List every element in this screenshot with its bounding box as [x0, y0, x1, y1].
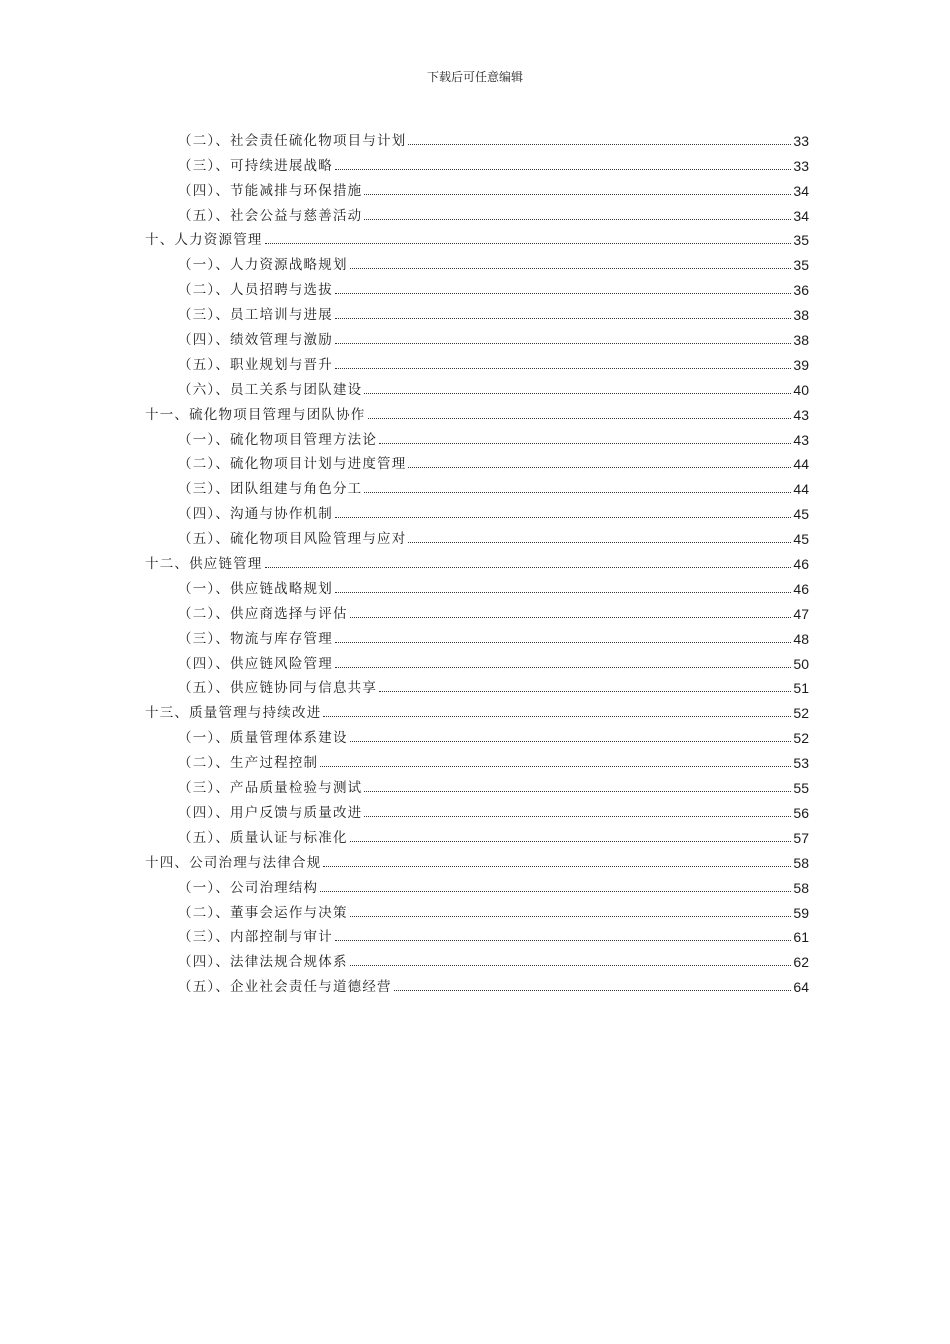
toc-entry-title: （五）、社会公益与慈善活动 — [178, 207, 363, 224]
toc-entry[interactable] — [145, 896, 809, 921]
toc-dot-leader — [364, 816, 791, 817]
toc-entry[interactable] — [145, 721, 809, 746]
toc-entry-title: （二）、董事会运作与决策 — [178, 904, 348, 921]
toc-entry-title: 十一、硫化物项目管理与团队协作 — [145, 406, 366, 423]
toc-entry-page: 38 — [793, 307, 809, 324]
toc-entry-title: （六）、员工关系与团队建设 — [178, 381, 363, 398]
toc-dot-leader — [335, 293, 791, 294]
toc-entry-page: 64 — [793, 979, 809, 996]
toc-entry-page: 58 — [793, 879, 809, 896]
toc-entry[interactable] — [145, 921, 809, 946]
toc-entry-page: 38 — [793, 332, 809, 349]
toc-dot-leader — [350, 841, 792, 842]
toc-entry-page: 44 — [793, 456, 809, 473]
toc-dot-leader — [335, 667, 791, 668]
toc-entry-page: 52 — [793, 705, 809, 722]
toc-entry[interactable] — [145, 622, 809, 647]
toc-dot-leader — [335, 343, 791, 344]
toc-entry-page: 40 — [793, 381, 809, 398]
toc-entry[interactable] — [145, 248, 809, 273]
toc-entry-page: 46 — [793, 556, 809, 573]
toc-entry-title: （一）、公司治理结构 — [178, 879, 319, 896]
toc-entry-title: （二）、社会责任硫化物项目与计划 — [178, 132, 407, 149]
toc-entry[interactable] — [145, 298, 809, 323]
toc-dot-leader — [335, 940, 791, 941]
toc-entry-page: 50 — [793, 655, 809, 672]
toc-entry[interactable] — [145, 771, 809, 796]
toc-entry-page: 48 — [793, 630, 809, 647]
toc-entry-title: （一）、人力资源战略规划 — [178, 257, 348, 274]
toc-dot-leader — [379, 443, 791, 444]
toc-entry-title: （二）、生产过程控制 — [178, 755, 319, 772]
toc-dot-leader — [350, 741, 792, 742]
toc-entry[interactable] — [145, 174, 809, 199]
toc-entry-title: （四）、供应链风险管理 — [178, 655, 333, 672]
toc-entry-page: 56 — [793, 804, 809, 821]
toc-entry-title: （二）、供应商选择与评估 — [178, 605, 348, 622]
toc-entry[interactable] — [145, 124, 809, 149]
toc-entry[interactable] — [145, 871, 809, 896]
toc-dot-leader — [408, 542, 791, 543]
toc-entry-title: （三）、可持续进展战略 — [178, 157, 333, 174]
toc-dot-leader — [364, 791, 791, 792]
toc-entry-title: （五）、企业社会责任与道德经营 — [178, 979, 392, 996]
toc-entry[interactable] — [145, 746, 809, 771]
toc-entry-page: 52 — [793, 730, 809, 747]
toc-entry-page: 34 — [793, 207, 809, 224]
toc-entry-title: 十三、质量管理与持续改进 — [145, 705, 322, 722]
toc-entry[interactable] — [145, 224, 809, 249]
toc-entry-title: （五）、职业规划与晋升 — [178, 356, 333, 373]
toc-dot-leader — [335, 642, 791, 643]
toc-entry-title: （三）、团队组建与角色分工 — [178, 481, 363, 498]
toc-entry[interactable] — [145, 597, 809, 622]
toc-dot-leader — [379, 691, 791, 692]
toc-entry[interactable] — [145, 348, 809, 373]
toc-entry-page: 53 — [793, 755, 809, 772]
toc-dot-leader — [368, 418, 792, 419]
toc-dot-leader — [323, 716, 791, 717]
toc-dot-leader — [394, 990, 792, 991]
toc-entry-title: （四）、绩效管理与激励 — [178, 332, 333, 349]
toc-entry-title: （三）、产品质量检验与测试 — [178, 780, 363, 797]
toc-entry-page: 35 — [793, 257, 809, 274]
toc-entry[interactable] — [145, 970, 809, 995]
toc-dot-leader — [350, 916, 792, 917]
toc-dot-leader — [364, 194, 791, 195]
table-of-contents — [145, 124, 809, 995]
toc-entry[interactable] — [145, 796, 809, 821]
toc-entry-page: 43 — [793, 406, 809, 423]
toc-entry-page: 61 — [793, 929, 809, 946]
toc-dot-leader — [323, 866, 791, 867]
toc-entry[interactable] — [145, 398, 809, 423]
toc-entry[interactable] — [145, 821, 809, 846]
toc-entry-page: 45 — [793, 506, 809, 523]
toc-entry-title: （二）、人员招聘与选拔 — [178, 282, 333, 299]
toc-entry-page: 58 — [793, 854, 809, 871]
toc-entry[interactable] — [145, 448, 809, 473]
toc-entry-page: 39 — [793, 356, 809, 373]
toc-entry[interactable] — [145, 199, 809, 224]
toc-entry-title: （一）、硫化物项目管理方法论 — [178, 431, 378, 448]
toc-dot-leader — [364, 492, 791, 493]
toc-entry-page: 33 — [793, 132, 809, 149]
toc-entry-title: （一）、质量管理体系建设 — [178, 730, 348, 747]
toc-entry[interactable] — [145, 696, 809, 721]
page-header: 下载后可任意编辑 — [426, 70, 523, 84]
toc-entry-title: （三）、员工培训与进展 — [178, 307, 333, 324]
toc-entry-page: 55 — [793, 780, 809, 797]
toc-entry-title: 十四、公司治理与法律合规 — [145, 854, 322, 871]
toc-entry[interactable] — [145, 522, 809, 547]
toc-entry-page: 45 — [793, 531, 809, 548]
toc-entry-page: 44 — [793, 481, 809, 498]
toc-entry-title: 十二、供应链管理 — [145, 556, 263, 573]
toc-entry[interactable] — [145, 945, 809, 970]
toc-entry-title: （四）、法律法规合规体系 — [178, 954, 348, 971]
toc-entry-page: 57 — [793, 829, 809, 846]
toc-entry-page: 43 — [793, 431, 809, 448]
toc-entry-title: （五）、硫化物项目风险管理与应对 — [178, 531, 407, 548]
toc-entry-page: 33 — [793, 157, 809, 174]
toc-dot-leader — [335, 318, 791, 319]
toc-dot-leader — [364, 393, 791, 394]
toc-entry-page: 59 — [793, 904, 809, 921]
toc-dot-leader — [335, 517, 791, 518]
toc-dot-leader — [320, 766, 791, 767]
toc-entry[interactable] — [145, 672, 809, 697]
toc-entry[interactable] — [145, 273, 809, 298]
toc-dot-leader — [335, 169, 791, 170]
toc-entry-page: 35 — [793, 232, 809, 249]
toc-entry-title: （三）、内部控制与审计 — [178, 929, 333, 946]
toc-entry-title: 十、人力资源管理 — [145, 232, 263, 249]
toc-entry-page: 51 — [793, 680, 809, 697]
toc-entry[interactable] — [145, 472, 809, 497]
toc-entry[interactable] — [145, 323, 809, 348]
toc-entry[interactable] — [145, 149, 809, 174]
toc-entry-page: 34 — [793, 182, 809, 199]
toc-entry-title: （五）、供应链协同与信息共享 — [178, 680, 378, 697]
toc-dot-leader — [265, 243, 792, 244]
toc-dot-leader — [335, 368, 791, 369]
toc-entry-title: （四）、用户反馈与质量改进 — [178, 804, 363, 821]
toc-entry[interactable] — [145, 423, 809, 448]
toc-entry-title: （四）、节能减排与环保措施 — [178, 182, 363, 199]
toc-entry-title: （二）、硫化物项目计划与进度管理 — [178, 456, 407, 473]
toc-entry-page: 62 — [793, 954, 809, 971]
toc-entry-title: （五）、质量认证与标准化 — [178, 829, 348, 846]
toc-entry-page: 46 — [793, 580, 809, 597]
toc-entry-title: （一）、供应链战略规划 — [178, 580, 333, 597]
toc-dot-leader — [320, 891, 791, 892]
toc-entry[interactable] — [145, 846, 809, 871]
toc-dot-leader — [350, 965, 792, 966]
toc-dot-leader — [350, 617, 792, 618]
toc-dot-leader — [335, 592, 791, 593]
toc-entry-title: （三）、物流与库存管理 — [178, 630, 333, 647]
toc-dot-leader — [350, 268, 792, 269]
toc-entry[interactable] — [145, 497, 809, 522]
toc-entry[interactable] — [145, 547, 809, 572]
toc-dot-leader — [408, 467, 791, 468]
toc-entry-page: 36 — [793, 282, 809, 299]
toc-dot-leader — [408, 144, 791, 145]
toc-entry[interactable] — [145, 572, 809, 597]
toc-entry[interactable] — [145, 647, 809, 672]
toc-entry-page: 47 — [793, 605, 809, 622]
toc-dot-leader — [364, 219, 791, 220]
toc-dot-leader — [265, 567, 792, 568]
toc-entry[interactable] — [145, 373, 809, 398]
toc-entry-title: （四）、沟通与协作机制 — [178, 506, 333, 523]
